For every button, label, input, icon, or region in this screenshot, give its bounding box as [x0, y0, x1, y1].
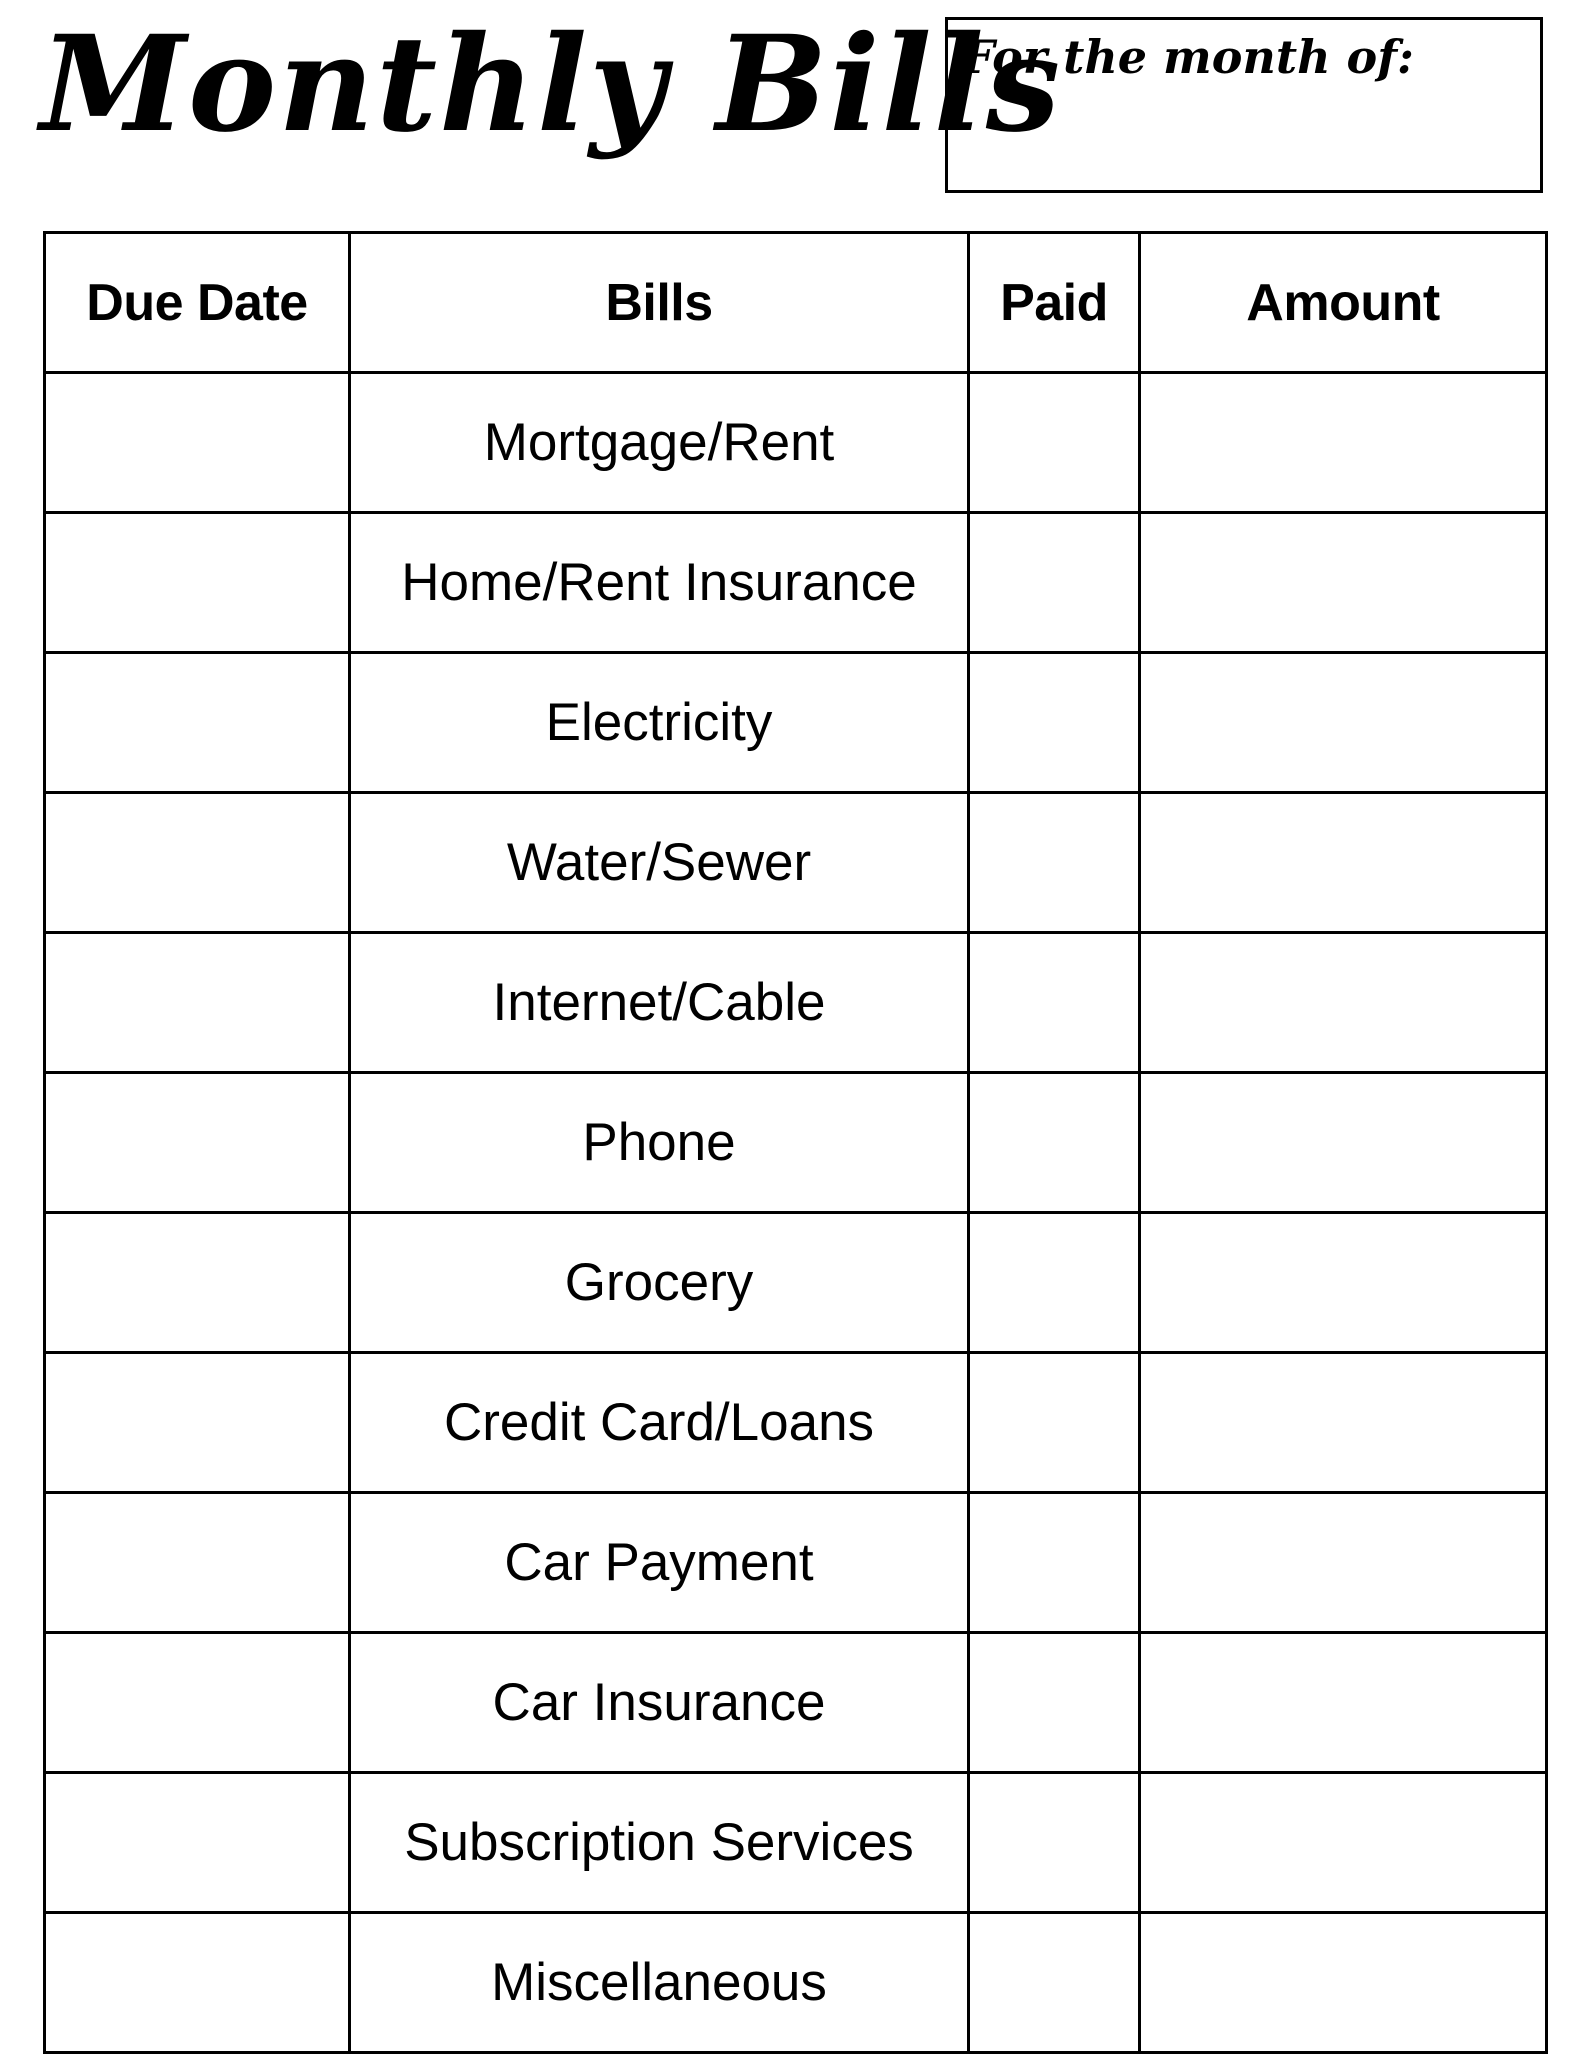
bill-cell: Mortgage/Rent: [350, 373, 969, 513]
bill-cell: Subscription Services: [350, 1773, 969, 1913]
table-header-row: [45, 233, 1547, 373]
paid-cell[interactable]: [969, 1773, 1140, 1913]
amount-cell[interactable]: [1140, 513, 1547, 653]
bill-cell: Grocery: [350, 1213, 969, 1353]
bill-cell: Phone: [350, 1073, 969, 1213]
bills-table: [43, 231, 1548, 2054]
month-label: For the month of:: [962, 30, 1415, 84]
due-date-cell[interactable]: [45, 1493, 350, 1633]
table-row: [45, 513, 1547, 653]
bill-cell: Car Insurance: [350, 1633, 969, 1773]
paid-cell[interactable]: [969, 373, 1140, 513]
amount-cell[interactable]: [1140, 1773, 1547, 1913]
table-row: [45, 1073, 1547, 1213]
due-date-cell[interactable]: [45, 1773, 350, 1913]
due-date-cell[interactable]: [45, 373, 350, 513]
table-row: [45, 1493, 1547, 1633]
due-date-cell[interactable]: [45, 1353, 350, 1493]
bill-cell: Electricity: [350, 653, 969, 793]
paid-cell[interactable]: [969, 793, 1140, 933]
table-row: [45, 1633, 1547, 1773]
amount-cell[interactable]: [1140, 1913, 1547, 2053]
amount-cell[interactable]: [1140, 1213, 1547, 1353]
due-date-cell[interactable]: [45, 1213, 350, 1353]
bill-cell: Water/Sewer: [350, 793, 969, 933]
header-due-date: Due Date: [45, 233, 350, 373]
table-row: [45, 793, 1547, 933]
paid-cell[interactable]: [969, 1493, 1140, 1633]
paid-cell[interactable]: [969, 653, 1140, 793]
due-date-cell[interactable]: [45, 793, 350, 933]
table-row: [45, 1353, 1547, 1493]
due-date-cell[interactable]: [45, 653, 350, 793]
amount-cell[interactable]: [1140, 1633, 1547, 1773]
table-row: [45, 1913, 1547, 2053]
due-date-cell[interactable]: [45, 1633, 350, 1773]
paid-cell[interactable]: [969, 1213, 1140, 1353]
amount-cell[interactable]: [1140, 1493, 1547, 1633]
amount-cell[interactable]: [1140, 1073, 1547, 1213]
bill-cell: Car Payment: [350, 1493, 969, 1633]
amount-cell[interactable]: [1140, 793, 1547, 933]
paid-cell[interactable]: [969, 1073, 1140, 1213]
amount-cell[interactable]: [1140, 1353, 1547, 1493]
paid-cell[interactable]: [969, 1353, 1140, 1493]
bill-cell: Home/Rent Insurance: [350, 513, 969, 653]
due-date-cell[interactable]: [45, 1073, 350, 1213]
amount-cell[interactable]: [1140, 653, 1547, 793]
page-title: Monthly Bills: [40, 7, 1063, 162]
table-row: [45, 653, 1547, 793]
header-amount: Amount: [1140, 233, 1547, 373]
table-row: [45, 1773, 1547, 1913]
paid-cell[interactable]: [969, 933, 1140, 1073]
header-bills: Bills: [350, 233, 969, 373]
table-row: [45, 1213, 1547, 1353]
paid-cell[interactable]: [969, 513, 1140, 653]
amount-cell[interactable]: [1140, 933, 1547, 1073]
paid-cell[interactable]: [969, 1633, 1140, 1773]
amount-cell[interactable]: [1140, 373, 1547, 513]
table-row: [45, 933, 1547, 1073]
due-date-cell[interactable]: [45, 933, 350, 1073]
due-date-cell[interactable]: [45, 513, 350, 653]
month-field[interactable]: [945, 17, 1543, 193]
table-row: [45, 373, 1547, 513]
bill-cell: Internet/Cable: [350, 933, 969, 1073]
paid-cell[interactable]: [969, 1913, 1140, 2053]
due-date-cell[interactable]: [45, 1913, 350, 2053]
bill-cell: Miscellaneous: [350, 1913, 969, 2053]
bill-cell: Credit Card/Loans: [350, 1353, 969, 1493]
header-paid: Paid: [969, 233, 1140, 373]
